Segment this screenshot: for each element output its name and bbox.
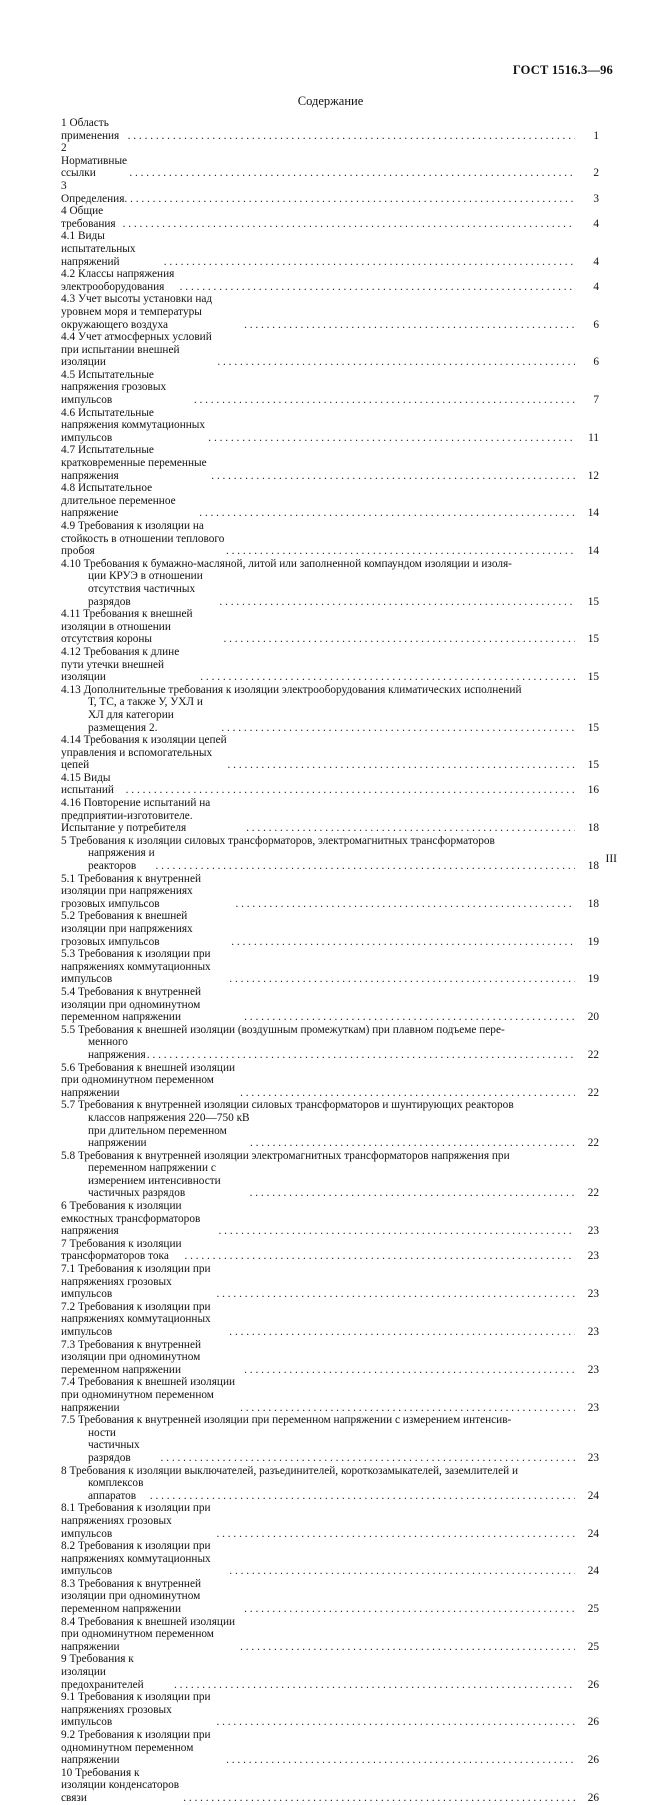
toc-page-number: 18 bbox=[587, 897, 599, 910]
toc-entry-title: 7.3 Требования к внутренней изоляции при одноминутном переменном напряжении bbox=[61, 1338, 202, 1376]
dot-leader bbox=[244, 1011, 575, 1024]
dot-leader bbox=[216, 1528, 575, 1541]
dot-leader bbox=[129, 167, 575, 180]
toc-entry bbox=[61, 1301, 599, 1339]
dot-leader bbox=[216, 1716, 575, 1729]
toc-entry-title: 5 Требования к изоляции силовых трансформаторов, электромагнитных трансформаторов bbox=[61, 834, 495, 847]
dot-leader bbox=[244, 1603, 575, 1616]
toc-entry-title: 7.5 Требования к внутренней изоляции при переменном напряжении с измерением интенсив- bbox=[61, 1414, 512, 1427]
toc-entry-title-continued: переменном напряжении с измерением интенсивности частичных разрядов bbox=[88, 1162, 221, 1200]
dot-leader bbox=[221, 722, 575, 735]
toc-entry-title: 5.4 Требования к внутренней изоляции при одноминутном переменном напряжении bbox=[61, 985, 202, 1024]
toc-page-number: 15 bbox=[587, 759, 599, 772]
dot-leader bbox=[240, 1402, 575, 1415]
dot-leader bbox=[219, 1225, 575, 1238]
dot-leader bbox=[240, 1087, 575, 1100]
toc-entry-title: 8.2 Требования к изоляции при напряжениях коммутационных импульсов bbox=[61, 1540, 211, 1578]
toc-entry-title: 8.3 Требования к внутренней изоляции при одноминутном переменном напряжении bbox=[61, 1577, 202, 1616]
toc-entry-title: 5.8 Требования к внутренней изоляции электромагнитных трансформаторов напряжения при bbox=[61, 1149, 510, 1162]
toc-page-number: 14 bbox=[587, 507, 599, 520]
toc-entry-title: 4.10 Требования к бумажно-масляной, литой или заполненной компаундом изоляции и изоля- bbox=[61, 557, 512, 570]
toc-page-number: 15 bbox=[587, 633, 599, 646]
toc-entry bbox=[61, 1062, 599, 1100]
toc-page-number: 12 bbox=[587, 469, 599, 482]
toc-entry bbox=[61, 1616, 599, 1654]
toc-entry bbox=[61, 444, 599, 482]
dot-leader bbox=[200, 671, 575, 684]
toc-entry-title: 4.1 Виды испытательных напряжений bbox=[61, 230, 136, 268]
toc-entry-title: 4.5 Испытательные напряжения грозовых импульсов bbox=[61, 368, 167, 407]
toc-page-number: 24 bbox=[587, 1527, 599, 1540]
toc-page-number: 7 bbox=[593, 394, 599, 407]
toc-entry bbox=[61, 873, 599, 911]
dot-leader bbox=[164, 256, 575, 269]
dot-leader bbox=[123, 218, 575, 231]
toc-entry bbox=[61, 986, 599, 1024]
toc-entry bbox=[61, 1767, 599, 1805]
dot-leader bbox=[229, 1326, 575, 1339]
toc-page-number: 4 bbox=[593, 255, 599, 268]
toc-entry bbox=[61, 797, 599, 835]
toc-entry bbox=[61, 482, 599, 520]
toc-entry-title: 7.4 Требования к внешней изоляции при одноминутном переменном напряжении bbox=[61, 1376, 236, 1414]
toc-page-number: 4 bbox=[593, 217, 599, 230]
toc-page-number: 19 bbox=[587, 935, 599, 948]
toc-entry bbox=[61, 369, 599, 407]
dot-leader bbox=[211, 470, 575, 483]
toc-page-number: 22 bbox=[587, 1187, 599, 1200]
toc-entry bbox=[61, 1653, 599, 1691]
toc-entry-title-continued: ности частичных разрядов bbox=[88, 1426, 140, 1464]
dot-leader bbox=[240, 1641, 575, 1654]
toc-entry bbox=[61, 205, 599, 230]
toc-entry-title: 4.4 Учет атмосферных условий при испытании внешней изоляции bbox=[61, 331, 212, 369]
dot-leader bbox=[208, 432, 575, 445]
toc-page-number: 23 bbox=[587, 1326, 599, 1338]
toc-entry bbox=[61, 1729, 599, 1767]
dot-leader bbox=[194, 394, 575, 407]
toc-entry bbox=[61, 1540, 599, 1578]
toc-entry bbox=[61, 293, 599, 331]
toc-page-number: 22 bbox=[587, 1086, 599, 1099]
toc-page-number: 16 bbox=[587, 784, 599, 797]
toc-page-number: 2 bbox=[593, 167, 599, 180]
toc-entry-title: 1 Область применения bbox=[61, 117, 120, 142]
toc-entry-title: 9 Требования к изоляции предохранителей bbox=[61, 1653, 144, 1691]
toc-page-number: 20 bbox=[587, 1011, 599, 1024]
toc-entry-title: 7.1 Требования к изоляции при напряжениях грозовых импульсов bbox=[61, 1263, 211, 1301]
toc-entry bbox=[61, 117, 599, 142]
toc-entry-title: 4.14 Требования к изоляции цепей управления и вспомогательных цепей bbox=[61, 734, 227, 772]
toc-entry bbox=[61, 1099, 599, 1149]
dot-leader bbox=[216, 1288, 575, 1301]
toc-page-number: 23 bbox=[587, 1401, 599, 1414]
toc-entry bbox=[61, 1465, 599, 1503]
dot-leader bbox=[126, 784, 575, 797]
toc-page-number: 4 bbox=[593, 280, 599, 293]
toc-entry-title: 7 Требования к изоляции трансформаторов тока bbox=[61, 1237, 182, 1263]
toc-entry-title: 2 Нормативные ссылки bbox=[61, 142, 128, 180]
toc-entry-title: 4.6 Испытательные напряжения коммутационных импульсов bbox=[61, 406, 206, 444]
toc-page-number: 3 bbox=[593, 192, 599, 205]
toc-entry bbox=[61, 1339, 599, 1377]
toc-page-number: 23 bbox=[587, 1451, 599, 1464]
dot-leader bbox=[226, 1754, 575, 1767]
toc-entry bbox=[61, 910, 599, 948]
toc-entry-title: 4.9 Требования к изоляции на стойкость в отношении теплового пробоя bbox=[61, 520, 225, 558]
toc-entry bbox=[61, 684, 599, 734]
toc-entry bbox=[61, 558, 599, 608]
toc-entry-title: 4.15 Виды испытаний bbox=[61, 771, 114, 797]
toc-entry bbox=[61, 1376, 599, 1414]
toc-page-number: 23 bbox=[587, 1363, 599, 1376]
page-title: Содержание bbox=[297, 94, 364, 108]
dot-leader bbox=[174, 1679, 575, 1692]
toc-entry-title: 5.5 Требования к внешней изоляции (воздушным промежуткам) при плавном подъеме пере- bbox=[61, 1023, 505, 1036]
toc-page-number: 23 bbox=[587, 1250, 599, 1263]
toc-entry bbox=[61, 180, 599, 205]
toc-entry-title: 3 Определения bbox=[61, 179, 125, 205]
toc-entry bbox=[61, 608, 599, 646]
toc-entry bbox=[61, 1691, 599, 1729]
toc-entry-title: 9.2 Требования к изоляции при одноминутном переменном напряжении bbox=[61, 1729, 211, 1767]
toc-page-number: 6 bbox=[593, 318, 599, 331]
toc-entry-title: 4.8 Испытательное длительное переменное напряжение bbox=[61, 482, 176, 520]
toc-entry-title: 4.3 Учет высоты установки над уровнем моря и температуры окружающего воздуха bbox=[61, 293, 213, 331]
toc-entry bbox=[61, 1578, 599, 1616]
toc-page-number: 18 bbox=[587, 822, 599, 835]
toc-entry bbox=[61, 331, 599, 369]
toc-entry-title: 4.16 Повторение испытаний на предприятии-изготовителе. Испытание у потребителя bbox=[61, 797, 211, 835]
toc-entry bbox=[61, 1150, 599, 1200]
dot-leader bbox=[128, 130, 575, 143]
toc-page-number: 26 bbox=[587, 1791, 599, 1804]
toc-page-number: 23 bbox=[587, 1288, 599, 1301]
dot-leader bbox=[229, 973, 575, 986]
toc-entry-title: 8.4 Требования к внешней изоляции при одноминутном переменном напряжении bbox=[61, 1615, 236, 1653]
toc-page-number: 25 bbox=[587, 1640, 599, 1653]
toc-entry bbox=[61, 772, 599, 797]
toc-page-number: 14 bbox=[587, 545, 599, 558]
toc-entry bbox=[61, 646, 599, 684]
toc-entry-title-continued: Т, ТС, а также У, УХЛ и ХЛ для категории размещения 2. bbox=[88, 696, 203, 734]
toc-page-number: 26 bbox=[587, 1716, 599, 1729]
toc-entry-title: 5.3 Требования к изоляции при напряжениях коммутационных импульсов bbox=[61, 948, 211, 986]
toc-entry-title-continued: комплексов аппаратов bbox=[88, 1477, 144, 1502]
toc-entry bbox=[61, 142, 599, 180]
dot-leader bbox=[184, 1250, 575, 1263]
toc-entry bbox=[61, 230, 599, 268]
toc-page-number: 15 bbox=[587, 595, 599, 608]
toc-page-number: 26 bbox=[587, 1754, 599, 1767]
toc-entry bbox=[61, 1238, 599, 1263]
toc-entry-title: 5.6 Требования к внешней изоляции при одноминутном переменном напряжении bbox=[61, 1061, 236, 1099]
toc-entry bbox=[61, 1502, 599, 1540]
toc-entry-title: 4.12 Требования к длине пути утечки внешней изоляции bbox=[61, 645, 180, 684]
toc-entry bbox=[61, 734, 599, 772]
dot-leader bbox=[246, 822, 575, 835]
toc-page-number: 19 bbox=[587, 973, 599, 986]
dot-leader bbox=[156, 860, 576, 873]
dot-leader bbox=[183, 1792, 575, 1805]
dot-leader bbox=[250, 1187, 575, 1200]
dot-leader bbox=[219, 596, 575, 609]
dot-leader bbox=[180, 281, 575, 294]
dot-leader bbox=[244, 319, 575, 332]
dot-leader bbox=[250, 1137, 575, 1150]
dot-leader bbox=[150, 1490, 575, 1503]
dot-leader bbox=[124, 193, 575, 206]
document-code-header: ГОСТ 1516.3—96 bbox=[512, 63, 613, 77]
toc-page-number: 15 bbox=[587, 671, 599, 684]
toc-entry-title: 4.11 Требования к внешней изоляции в отношении отсутствия короны bbox=[61, 608, 193, 646]
toc-page-number: 24 bbox=[587, 1489, 599, 1502]
toc-page-number: 1 bbox=[593, 129, 599, 142]
toc-page-number: 26 bbox=[587, 1678, 599, 1691]
toc-entry-title: 5.1 Требования к внутренней изоляции при напряжениях грозовых импульсов bbox=[61, 872, 202, 910]
toc-entry-title: 4.13 Дополнительные требования к изоляции электрооборудования климатических исполнений bbox=[61, 683, 522, 696]
toc-entry bbox=[61, 948, 599, 986]
dot-leader bbox=[244, 1364, 575, 1377]
toc-entry-title: 4.2 Классы напряжения электрооборудования bbox=[61, 268, 175, 293]
toc-entry bbox=[61, 835, 599, 873]
dot-leader bbox=[147, 1049, 575, 1062]
toc-entry-title-continued: классов напряжения 220—750 кВ при длительном переменном напряжении bbox=[88, 1111, 250, 1150]
dot-leader bbox=[217, 356, 575, 369]
toc-entry-title: 7.2 Требования к изоляции при напряжениях коммутационных импульсов bbox=[61, 1300, 211, 1338]
toc-entry-title: 6 Требования к изоляции емкостных трансформаторов напряжения bbox=[61, 1200, 201, 1238]
toc-entry-title: 4 Общие требования bbox=[61, 205, 116, 230]
toc-entry bbox=[61, 1200, 599, 1238]
toc-entry-title: 9.1 Требования к изоляции при напряжениях грозовых импульсов bbox=[61, 1691, 211, 1729]
dot-leader bbox=[229, 1565, 575, 1578]
toc-entry bbox=[61, 268, 599, 293]
dot-leader bbox=[161, 1452, 575, 1465]
dot-leader bbox=[226, 545, 575, 558]
toc-entry-title: 8.1 Требования к изоляции при напряжениях грозовых импульсов bbox=[61, 1502, 211, 1540]
toc-page-number: 18 bbox=[587, 860, 599, 873]
dot-leader bbox=[235, 898, 575, 911]
toc-entry-title-continued: менного напряжения bbox=[88, 1036, 146, 1061]
page-number: III bbox=[605, 853, 617, 865]
toc-page-number: 6 bbox=[593, 356, 599, 369]
table-of-contents bbox=[61, 117, 599, 1805]
toc-entry-title: 5.7 Требования к внутренней изоляции силовых трансформаторов и шунтирующих реакторов bbox=[61, 1099, 514, 1112]
toc-entry bbox=[61, 1024, 599, 1062]
toc-page-number: 22 bbox=[587, 1137, 599, 1150]
dot-leader bbox=[231, 936, 575, 949]
toc-page-number: 25 bbox=[587, 1603, 599, 1616]
dot-leader bbox=[199, 507, 575, 520]
toc-page-number: 15 bbox=[587, 721, 599, 734]
toc-entry bbox=[61, 520, 599, 558]
toc-entry bbox=[61, 1414, 599, 1464]
toc-entry bbox=[61, 1263, 599, 1301]
toc-page-number: 24 bbox=[587, 1565, 599, 1578]
toc-entry bbox=[61, 407, 599, 445]
toc-page-number: 11 bbox=[588, 431, 599, 444]
toc-page-number: 22 bbox=[587, 1048, 599, 1061]
toc-entry-title-continued: ции КРУЭ в отношении отсутствия частичных разрядов bbox=[88, 570, 203, 608]
toc-entry-title: 5.2 Требования к внешней изоляции при напряжениях грозовых импульсов bbox=[61, 910, 193, 948]
toc-entry-title-continued: напряжения и реакторов bbox=[88, 847, 155, 873]
toc-entry-title: 4.7 Испытательные кратковременные переменные напряжения bbox=[61, 444, 207, 482]
dot-leader bbox=[223, 633, 575, 646]
toc-entry-title: 8 Требования к изоляции выключателей, разъединителей, короткозамыкателей, заземлителей и bbox=[61, 1464, 519, 1477]
dot-leader bbox=[228, 759, 575, 772]
toc-page-number: 23 bbox=[587, 1225, 599, 1238]
toc-entry-title: 10 Требования к изоляции конденсаторов связи bbox=[61, 1766, 180, 1804]
